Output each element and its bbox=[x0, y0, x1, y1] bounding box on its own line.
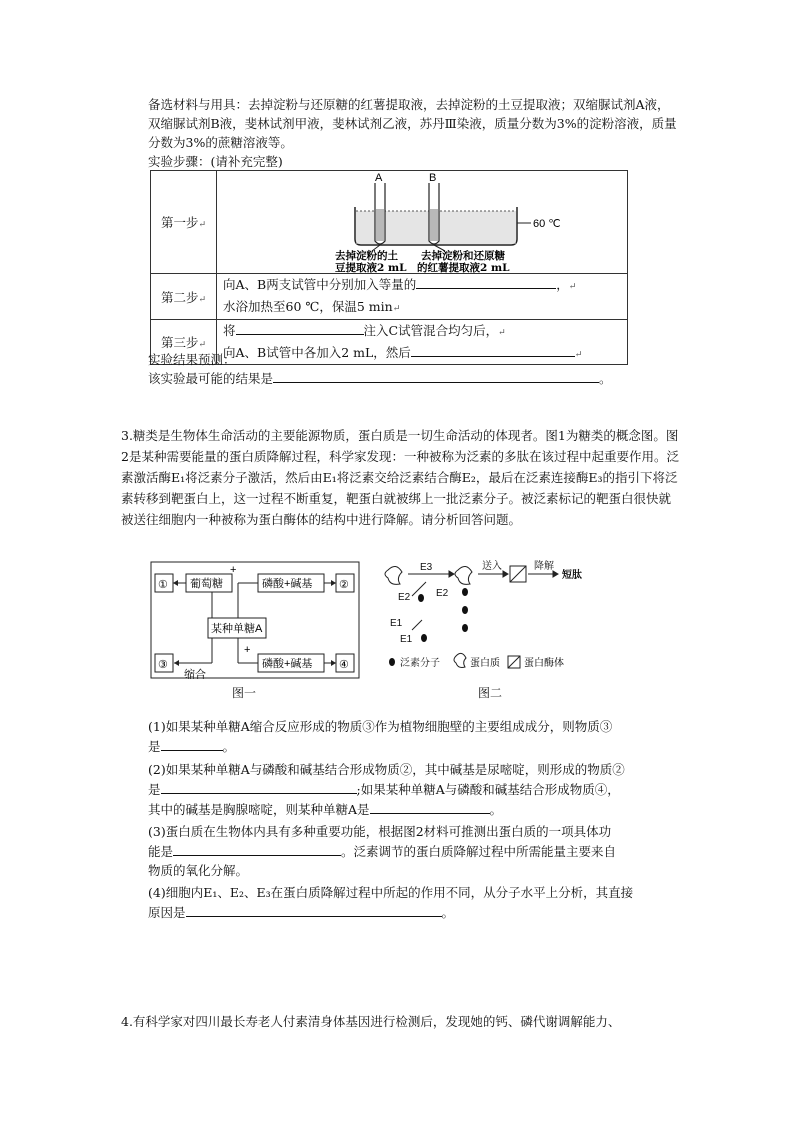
fig1-glucose: 葡萄糖 bbox=[190, 578, 223, 590]
step1-figure bbox=[217, 171, 628, 274]
step2-label: 第二步↵ bbox=[151, 274, 217, 320]
step1-label: 第一步↵ bbox=[151, 171, 217, 274]
fig2-e2: E2 bbox=[398, 592, 411, 603]
q3-part4: (4)细胞内E₁、E₂、E₃在蛋白质降解过程中所起的作用不同，从分子水平上分析，其直接 原因是 。 bbox=[148, 885, 634, 920]
tube-b-desc-2: 的红薯提取液2 mL bbox=[417, 262, 510, 273]
q3-intro: 3.糖类是生物体生命活动的主要能源物质，蛋白质是一切生命活动的体现者。图1为糖类的概念图。图2是某种需要能量的蛋白质降解过程，科学家发现：一种被称为泛素的多肽在该过程中起重要作用。泛素激活酶E₁将泛素分子激活，然后由E₁将泛素交给泛素结合酶E₂，最后在泛素连接酶E₃的指引下将泛素转移到靶蛋白上，这一过程不断重复，靶蛋白就被绑上一批泛素分子。被泛素标记的靶蛋白很快就被送往细胞内一种被称为蛋白酶体的结构中进行降解。请分析回答问题。 bbox=[121, 428, 679, 527]
water-bath-diagram bbox=[217, 171, 627, 273]
fig1-n3: ③ bbox=[158, 659, 168, 671]
steps-table bbox=[150, 170, 628, 365]
temp-label: 60 ℃ bbox=[533, 218, 561, 230]
q3-part3: (3)蛋白质在生物体内具有多种重要功能，根据图2材料可推测出蛋白质的一项具体功 能是 。泛素调节的蛋白质降解过程中所需能量主要来自 物质的氧化分解。 bbox=[148, 824, 617, 878]
fig1-n4: ④ bbox=[339, 659, 349, 671]
materials-text: 备选材料与用具：去掉淀粉与还原糖的红薯提取液，去掉淀粉的土豆提取液；双缩脲试剂A液，双缩脲试剂B液，斐林试剂甲液，斐林试剂乙液，苏丹Ⅲ染液，质量分数为3%的淀粉溶液，质量分数为3%的蔗糖溶液等。 bbox=[148, 97, 677, 150]
q3-part2: (2)如果某种单糖A与磷酸和碱基结合形成物质②，其中碱基是尿嘧啶，则形成的物质② 是 ;如果某种单糖A与磷酸和碱基结合形成物质④， 其中的碱基是胸腺嘧啶，则某种单糖A是 。 bbox=[148, 762, 625, 817]
fig1-plus-2: + bbox=[244, 644, 251, 656]
tube-a-desc-1: 去掉淀粉的土 bbox=[335, 250, 398, 262]
step3-label: 第三步↵ bbox=[151, 320, 217, 365]
fig2-e1-b: E1 bbox=[400, 634, 413, 645]
fig1-n1: ① bbox=[158, 579, 168, 591]
figure-1-concept-map bbox=[150, 561, 360, 679]
fig2-caption: 图二 bbox=[478, 686, 503, 700]
protein-icon-1 bbox=[385, 566, 402, 584]
fig2-e2-b: E2 bbox=[436, 588, 449, 599]
tube-a-label: A bbox=[375, 172, 383, 184]
step3-text: 将 注入C试管混合均匀后，↵ 向A、B试管中各加入2 mL，然后 ↵ bbox=[217, 320, 628, 365]
steps-label: 实验步骤：(请补充完整) bbox=[148, 154, 283, 169]
fig2-legend-protein: 蛋白质 bbox=[470, 658, 500, 669]
prediction-label: 实验结果预测： bbox=[148, 352, 236, 367]
figure-2-degradation bbox=[378, 560, 608, 680]
fig2-send: 送入 bbox=[482, 561, 502, 572]
ubiquitin-dot bbox=[462, 588, 468, 596]
fig2-peptide: 短肽 bbox=[562, 570, 582, 581]
fig1-caption: 图一 bbox=[232, 686, 257, 700]
legend-ubiquitin-dot bbox=[389, 658, 395, 666]
tube-a-desc-2: 豆提取液2 mL bbox=[335, 262, 407, 273]
fig2-e3: E3 bbox=[420, 562, 433, 573]
fig1-condense: 缩合 bbox=[184, 669, 206, 679]
fig2-e1: E1 bbox=[390, 618, 403, 629]
ubiquitin-dot bbox=[462, 606, 468, 614]
ubiquitin-dot bbox=[418, 594, 424, 602]
ubiquitin-dot bbox=[462, 624, 468, 632]
q4-intro: 4.有科学家对四川最长寿老人付素清身体基因进行检测后，发现她的钙、磷代谢调解能力、 bbox=[121, 1014, 621, 1029]
fig2-degrade: 降解 bbox=[534, 561, 554, 572]
q3-part1: (1)如果某种单糖A缩合反应形成的物质③作为植物细胞壁的主要组成成分，则物质③ 是 。 bbox=[148, 719, 613, 754]
fig1-phos-base-bottom: 磷酸+碱基 bbox=[262, 658, 313, 670]
fig1-plus-1: + bbox=[230, 564, 237, 576]
step2-text: 向A、B两支试管中分别加入等量的 ，↵ 水浴加热至60 ℃，保温5 min↵ bbox=[217, 274, 628, 320]
fig1-n2: ② bbox=[339, 579, 349, 591]
fig2-legend-proteasome: 蛋白酶体 bbox=[524, 658, 564, 669]
protein-icon-2 bbox=[455, 566, 472, 584]
ubiquitin-dot bbox=[421, 634, 427, 642]
fig1-mono: 某种单糖A bbox=[211, 623, 263, 635]
tube-b-label: B bbox=[429, 172, 437, 184]
prediction-line: 该实验最可能的结果是 。 bbox=[148, 368, 680, 388]
fig2-legend-ub: 泛素分子 bbox=[400, 658, 440, 669]
tube-b-desc-1: 去掉淀粉和还原糖 bbox=[421, 250, 505, 262]
fig1-phos-base-top: 磷酸+碱基 bbox=[262, 578, 313, 590]
